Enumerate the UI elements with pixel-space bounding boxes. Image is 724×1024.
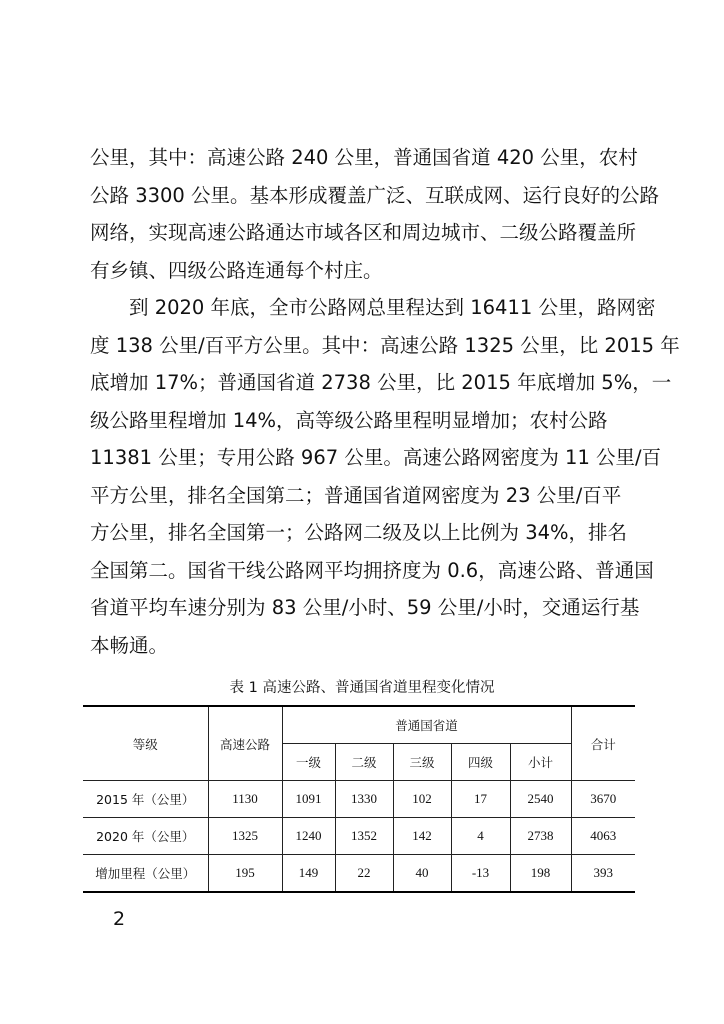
cell-value: 3670 [571, 781, 635, 818]
header-grade: 等级 [83, 706, 208, 781]
header-expressway: 高速公路 [208, 706, 282, 781]
text-line: 度 138 公里/百平方公里。其中：高速公路 1325 公里，比 2015 年 [90, 333, 680, 357]
cell-value: 17 [451, 781, 510, 818]
cell-value: 22 [335, 855, 393, 893]
text-line: 公里，其中：高速公路 240 公里，普通国省道 420 公里，农村 [90, 146, 638, 169]
header-sub-grade1: 一级 [282, 744, 335, 781]
header-total: 合计 [571, 706, 635, 781]
table-row [83, 855, 635, 893]
cell-value: 1352 [335, 818, 393, 855]
cell-value: 1240 [282, 818, 335, 855]
text-line: 省道平均车速分别为 83 公里/小时、59 公里/小时，交通运行基 [90, 596, 640, 619]
header-sub-subtotal: 小计 [510, 744, 571, 781]
text-line: 方公里，排名全国第一；公路网二级及以上比例为 34%，排名 [90, 521, 628, 544]
text-line: 公路 3300 公里。基本形成覆盖广泛、互联成网、运行良好的公路 [90, 183, 660, 207]
table-caption: 表 1 高速公路、普通国省道里程变化情况 [229, 680, 495, 696]
row-label: 增加里程（公里） [83, 855, 208, 893]
cell-value: 393 [571, 855, 635, 893]
cell-value: 102 [393, 781, 451, 818]
header-sub-grade3: 三级 [393, 744, 451, 781]
cell-value: 1325 [208, 818, 282, 855]
cell-value: 198 [510, 855, 571, 893]
text-line: 底增加 17%；普通国省道 2738 公里，比 2015 年底增加 5%，一 [90, 371, 672, 394]
text-line: 到 2020 年底，全市公路网总里程达到 16411 公里，路网密 [90, 296, 656, 319]
table-row [83, 781, 635, 818]
cell-value: 2738 [510, 818, 571, 855]
cell-value: 195 [208, 855, 282, 893]
cell-value: 1091 [282, 781, 335, 818]
cell-value: 40 [393, 855, 451, 893]
table-row [83, 818, 635, 855]
row-label: 2015 年（公里） [83, 781, 208, 818]
text-line: 网络，实现高速公路通达市域各区和周边城市、二级公路覆盖所 [90, 221, 637, 244]
cell-value: -13 [451, 855, 510, 893]
cell-value: 4 [451, 818, 510, 855]
text-line: 11381 公里；专用公路 967 公里。高速公路网密度为 11 公里/百 [90, 446, 662, 469]
cell-value: 1130 [208, 781, 282, 818]
page-number: 2 [113, 908, 126, 930]
cell-value: 2540 [510, 781, 571, 818]
text-line: 本畅通。 [90, 633, 169, 657]
text-line: 级公路里程增加 14%，高等级公路里程明显增加；农村公路 [90, 408, 608, 432]
header-sub-grade2: 二级 [335, 744, 393, 781]
row-label: 2020 年（公里） [83, 818, 208, 855]
header-sub-grade4: 四级 [451, 744, 510, 781]
cell-value: 149 [282, 855, 335, 893]
mileage-table [83, 705, 635, 893]
text-line: 全国第二。国省干线公路网平均拥挤度为 0.6，高速公路、普通国 [90, 558, 654, 582]
text-line: 有乡镇、四级公路连通每个村庄。 [90, 258, 383, 282]
header-national-provincial: 普通国省道 [282, 706, 571, 744]
paragraph-2 [90, 289, 680, 664]
text-line: 平方公里，排名全国第二；普通国省道网密度为 23 公里/百平 [90, 483, 622, 507]
cell-value: 142 [393, 818, 451, 855]
cell-value: 1330 [335, 781, 393, 818]
cell-value: 4063 [571, 818, 635, 855]
paragraph-1 [90, 139, 660, 289]
